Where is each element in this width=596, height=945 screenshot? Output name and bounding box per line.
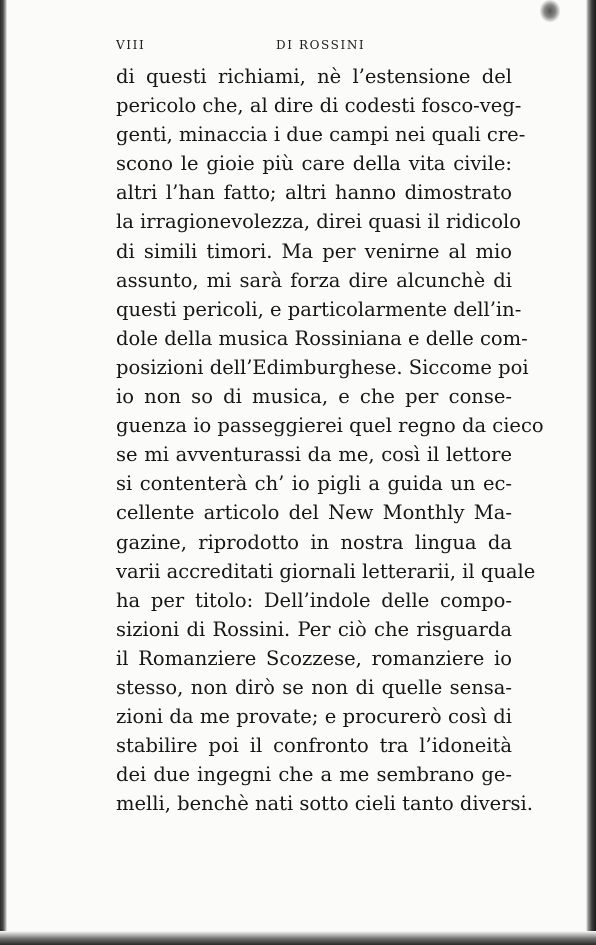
text-line: varii accreditati giornali letterarii, il quale (116, 559, 536, 583)
text-line: se mi avventurassi da me, così il lettore (116, 443, 512, 467)
text-line: stabilire poi il confronto tra l’idoneità (116, 734, 512, 758)
text-line: dole della musica Rossiniana e delle com- (116, 326, 528, 350)
text-line: di questi richiami, nè l’estensione del (116, 65, 512, 88)
text-line: pericolo che, al dire di codesti fosco-veg- (116, 94, 522, 118)
text-line: stesso, non dirò se non di quelle sensa- (116, 675, 512, 699)
running-title: DI ROSSINI (276, 38, 366, 52)
text-line: la irragionevolezza, direi quasi il ridicolo (116, 210, 521, 234)
page-right-edge-shadow (586, 0, 596, 945)
body-text (116, 62, 544, 818)
text-line: scono le gioie più care della vita civile: (116, 152, 512, 176)
page-bottom-edge-shadow (0, 931, 596, 945)
ink-smudge (540, 0, 560, 22)
text-line: di simili timori. Ma per venirne al mio (116, 239, 512, 263)
page-header (116, 38, 512, 58)
page-number: VIII (116, 38, 146, 52)
text-line: melli, benchè nati sotto cieli tanto diversi. (116, 792, 533, 816)
text-line: assunto, mi sarà forza dire alcunchè di (116, 268, 512, 292)
text-line: zioni da me provate; e procurerò così di (116, 705, 512, 729)
text-line: si contenterà ch’ io pigli a guida un ec- (116, 472, 512, 496)
text-line: cellente articolo del New Monthly Ma- (116, 501, 512, 525)
text-line: posizioni dell’Edimburghese. Siccome poi (116, 355, 529, 379)
text-line: guenza io passeggierei quel regno da cieco (116, 414, 544, 438)
text-line: altri l’han fatto; altri hanno dimostrato (116, 181, 512, 205)
text-line: ha per titolo: Dell’indole delle compo- (116, 588, 512, 612)
text-line: il Romanziere Scozzese, romanziere io (116, 646, 512, 670)
text-line: sizioni di Rossini. Per ciò che risguarda (116, 617, 512, 641)
text-line: io non so di musica, e che per conse- (116, 385, 512, 409)
text-line: genti, minaccia i due campi nei quali cre- (116, 123, 526, 147)
text-line: gazine, riprodotto in nostra lingua da (116, 530, 512, 554)
text-line: dei due ingegni che a me sembrano ge- (116, 763, 512, 787)
text-line: questi pericoli, e particolarmente dell’in- (116, 297, 522, 321)
page-left-edge-shadow (0, 0, 7, 945)
